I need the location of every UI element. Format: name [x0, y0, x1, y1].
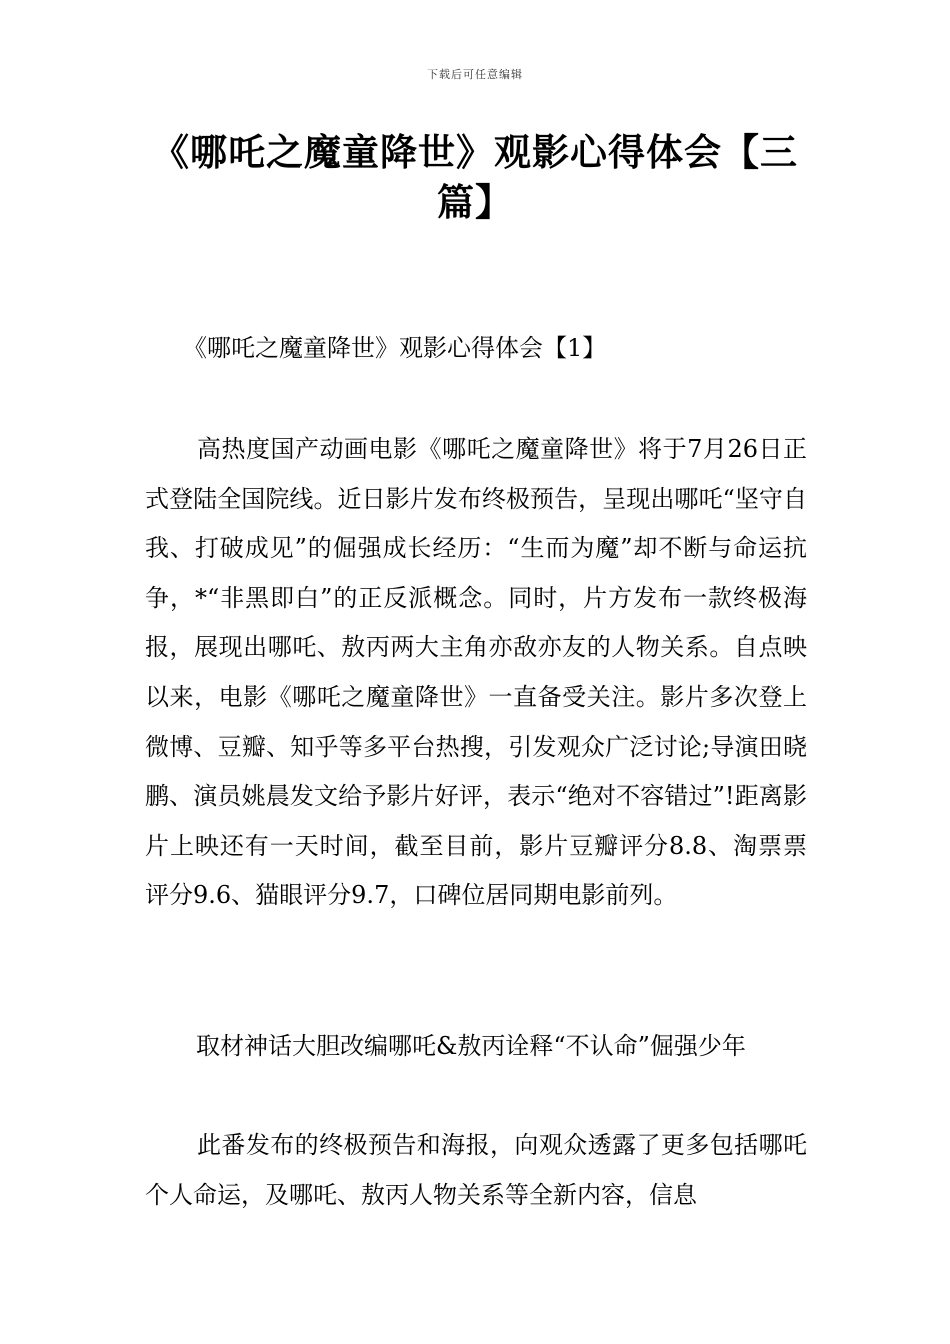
section-heading: 《哪吒之魔童降世》观影心得体会【1】 [183, 334, 607, 362]
document-title: 《哪吒之魔童降世》观影心得体会【三篇】 [152, 131, 798, 224]
header-note: 下载后可任意编辑 [427, 68, 523, 81]
paragraph-2: 此番发布的终极预告和海报，向观众透露了更多包括哪吒个人命运，及哪吒、敖丙人物关系等全新内容，信息 [145, 1131, 807, 1209]
section-subheading: 取材神话大胆改编哪吒&敖丙诠释“不认命”倔强少年 [196, 1032, 746, 1060]
paragraph-1: 高热度国产动画电影《哪吒之魔童降世》将于7月26日正式登陆全国院线。近日影片发布终极预告，呈现出哪吒“坚守自我、打破成见”的倔强成长经历：“生而为魔”却不断与命运抗争，*“非黑即白”的正反派概念。同时，片方发布一款终极海报，展现出哪吒、敖丙两大主角亦敌亦友的人物关系。自点映以来，电影《哪吒之魔童降世》一直备受关注。影片多次登上微博、豆瓣、知乎等多平台热搜，引发观众广泛讨论;导演田晓鹏、演员姚晨发文给予影片好评，表示“绝对不容错过”!距离影片上映还有一天时间，截至目前，影片豆瓣评分8.8、淘票票评分9.6、猫眼评分9.7，口碑位居同期电影前列。 [145, 435, 807, 910]
